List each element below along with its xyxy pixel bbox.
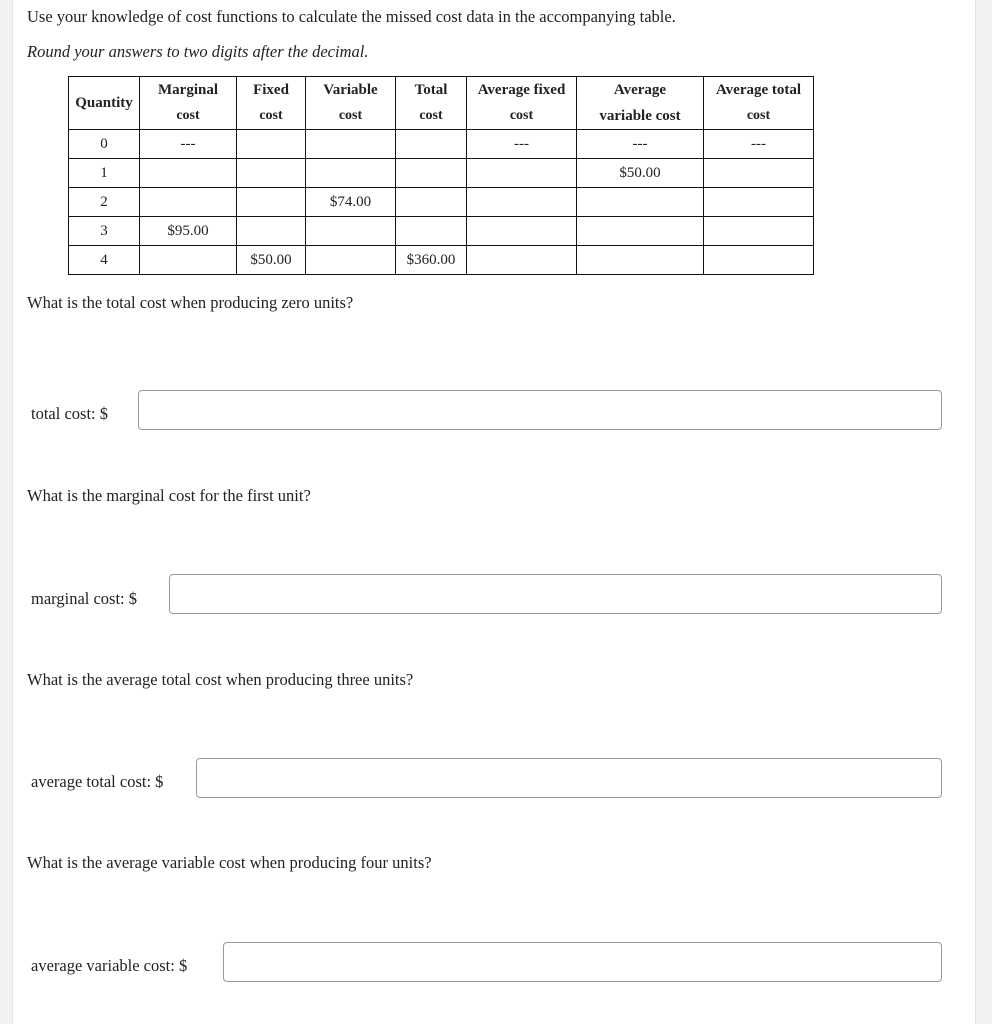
question-panel — [12, 0, 976, 1024]
table-cell — [577, 246, 704, 275]
table-cell — [704, 217, 814, 246]
table-cell — [306, 217, 396, 246]
cost-table — [68, 76, 814, 275]
header-variable-cost: Variable cost — [306, 77, 396, 130]
table-cell — [467, 159, 577, 188]
table-cell — [306, 130, 396, 159]
header-marginal-cost: Marginal cost — [140, 77, 237, 130]
table-cell — [467, 188, 577, 217]
table-cell — [396, 217, 467, 246]
table-row — [69, 188, 814, 217]
table-cell: --- — [577, 130, 704, 159]
table-cell — [396, 159, 467, 188]
table-cell — [396, 188, 467, 217]
header-quantity: Quantity — [69, 77, 140, 130]
average-total-cost-input[interactable] — [196, 758, 942, 798]
table-row — [69, 130, 814, 159]
question-total-cost-zero: What is the total cost when producing zero units? — [27, 293, 354, 312]
average-variable-cost-label: average variable cost: $ — [31, 956, 188, 975]
table-cell: --- — [140, 130, 237, 159]
header-average-total-cost: Average total cost — [704, 77, 814, 130]
table-cell — [140, 159, 237, 188]
table-header-row — [69, 77, 814, 130]
table-cell: $360.00 — [396, 246, 467, 275]
average-total-cost-label: average total cost: $ — [31, 772, 164, 791]
header-total-cost: Total cost — [396, 77, 467, 130]
table-cell: 3 — [69, 217, 140, 246]
table-cell — [140, 246, 237, 275]
table-cell — [140, 188, 237, 217]
header-average-variable-cost: Average variable cost — [577, 77, 704, 130]
question-average-total-cost-three: What is the average total cost when producing three units? — [27, 670, 414, 689]
instruction-text: Use your knowledge of cost functions to calculate the missed cost data in the accompanying table. — [27, 7, 676, 26]
table-cell: 4 — [69, 246, 140, 275]
table-row — [69, 159, 814, 188]
table-row — [69, 217, 814, 246]
table-cell: 0 — [69, 130, 140, 159]
total-cost-label: total cost: $ — [31, 404, 108, 423]
table-cell: $50.00 — [577, 159, 704, 188]
average-variable-cost-input[interactable] — [223, 942, 942, 982]
table-cell — [577, 188, 704, 217]
table-cell — [237, 159, 306, 188]
question-average-variable-cost-four: What is the average variable cost when producing four units? — [27, 853, 432, 872]
table-cell: --- — [704, 130, 814, 159]
table-cell — [577, 217, 704, 246]
table-cell — [704, 246, 814, 275]
rounding-instruction: Round your answers to two digits after the decimal. — [27, 42, 369, 61]
table-cell: 2 — [69, 188, 140, 217]
table-cell — [396, 130, 467, 159]
table-cell: --- — [467, 130, 577, 159]
table-cell — [237, 130, 306, 159]
table-cell — [237, 217, 306, 246]
marginal-cost-label: marginal cost: $ — [31, 589, 138, 608]
header-fixed-cost: Fixed cost — [237, 77, 306, 130]
table-cell: $74.00 — [306, 188, 396, 217]
total-cost-input[interactable] — [138, 390, 942, 430]
table-row — [69, 246, 814, 275]
table-cell — [237, 188, 306, 217]
table-cell: 1 — [69, 159, 140, 188]
table-cell — [467, 246, 577, 275]
table-cell — [704, 188, 814, 217]
table-cell: $95.00 — [140, 217, 237, 246]
question-marginal-cost-first: What is the marginal cost for the first unit? — [27, 486, 311, 505]
table-cell — [306, 246, 396, 275]
table-cell — [704, 159, 814, 188]
marginal-cost-input[interactable] — [169, 574, 942, 614]
table-cell: $50.00 — [237, 246, 306, 275]
table-cell — [467, 217, 577, 246]
header-average-fixed-cost: Average fixed cost — [467, 77, 577, 130]
table-cell — [306, 159, 396, 188]
